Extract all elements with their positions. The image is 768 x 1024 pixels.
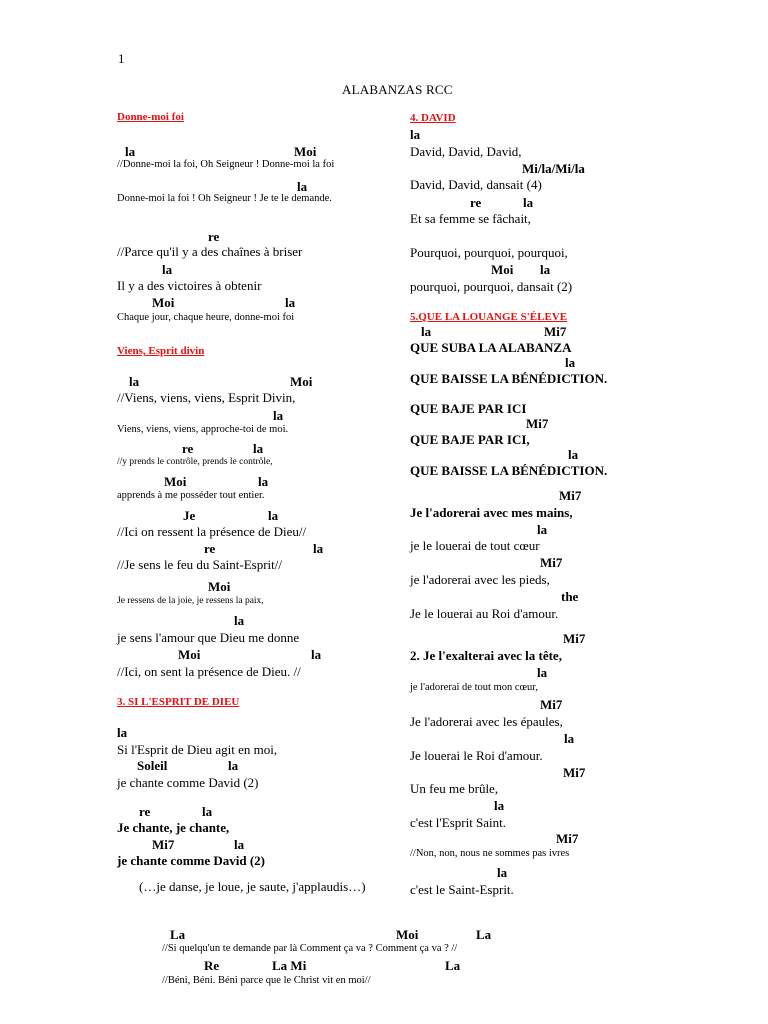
song-heading: 3. SI L'ESPRIT DE DIEU — [117, 696, 240, 708]
chord: Je — [183, 508, 196, 523]
lyric-line: Je louerai le Roi d'amour. — [410, 748, 543, 763]
chord: la — [258, 474, 269, 489]
lyric-line: QUE BAJE PAR ICI — [410, 401, 527, 416]
chord: Moi — [491, 262, 514, 277]
lyric-line: Chaque jour, chaque heure, donne-moi foi — [117, 312, 295, 323]
lyric-line: c'est l'Esprit Saint. — [410, 815, 507, 830]
chord: la — [202, 804, 213, 819]
chord: Mi7 — [544, 324, 567, 339]
chord: Mi7 — [559, 488, 582, 503]
chord: la — [268, 508, 279, 523]
chord: la — [125, 144, 136, 159]
chord: Moi — [396, 927, 419, 942]
chord: la — [162, 262, 173, 277]
lyric-line: //Béni, Béni. Béni parce que le Christ vit en moi// — [162, 975, 371, 986]
lyric-line: Je le louerai au Roi d'amour. — [410, 606, 559, 621]
lyric-line: je le louerai de tout cœur — [410, 538, 540, 553]
lyric-line: //Ici on ressent la présence de Dieu// — [117, 524, 307, 539]
chord: la — [129, 374, 140, 389]
chord: La — [170, 927, 186, 942]
chord: Moi — [208, 579, 231, 594]
lyric-line: je l'adorerai de tout mon cœur, — [410, 682, 539, 693]
chord: Moi — [164, 474, 187, 489]
lyric-line: je l'adorerai avec les pieds, — [410, 572, 550, 587]
lyric-line: //Parce qu'il y a des chaînes à briser — [117, 244, 303, 259]
lyric-line: David, David, David, — [410, 144, 522, 159]
chord: la — [234, 837, 245, 852]
lyric-line: pourquoi, pourquoi, dansait (2) — [410, 279, 573, 294]
chord: la — [421, 324, 432, 339]
lyric-line: //Donne-moi la foi, Oh Seigneur ! Donne-moi la foi — [117, 159, 335, 170]
chord: Mi7 — [526, 416, 549, 431]
chord: la — [540, 262, 551, 277]
lyric-line: Je ressens de la joie, je ressens la paix, — [117, 596, 264, 606]
lyric-line: je chante comme David (2) — [117, 775, 259, 790]
chord: Moi — [290, 374, 313, 389]
lyric-line: Si l'Esprit de Dieu agit en moi, — [117, 742, 278, 757]
lyric-line: (…je danse, je loue, je saute, j'applaudis…) — [139, 879, 366, 894]
chord: la — [410, 127, 421, 142]
lyric-line: //Non, non, nous ne sommes pas ivres — [410, 848, 570, 859]
lyric-line: QUE BAJE PAR ICI, — [410, 432, 530, 447]
chord: Re — [204, 958, 220, 973]
chord: la — [537, 522, 548, 537]
chord: la — [494, 798, 505, 813]
chord: la — [228, 758, 239, 773]
song-heading: Donne-moi foi — [117, 111, 184, 123]
chord: Mi7 — [540, 555, 563, 570]
chord: la — [313, 541, 324, 556]
chord: re — [470, 195, 482, 210]
lyric-line: David, David, dansait (4) — [410, 177, 542, 192]
chord: Mi7 — [563, 765, 586, 780]
chord: la — [523, 195, 534, 210]
chord: la — [497, 865, 508, 880]
chord: re — [139, 804, 151, 819]
lyric-line: 2. Je l'exalterai avec la tête, — [410, 648, 562, 663]
chord: la — [117, 725, 128, 740]
chord: La — [476, 927, 492, 942]
lyric-line: QUE BAISSE LA BÉNÉDICTION. — [410, 371, 608, 386]
lyric-line: Viens, viens, viens, approche-toi de moi. — [117, 424, 289, 435]
lyric-line: //Je sens le feu du Saint-Esprit// — [117, 557, 283, 572]
chord: re — [204, 541, 216, 556]
chord: La — [445, 958, 461, 973]
lyric-line: QUE BAISSE LA BÉNÉDICTION. — [410, 463, 608, 478]
song-heading: 5.QUE LA LOUANGE S'ÉLEVE — [410, 311, 568, 323]
chord: Mi7 — [540, 697, 563, 712]
lyric-line: je chante comme David (2) — [117, 853, 266, 868]
lyric-line: Je l'adorerai avec mes mains, — [410, 505, 573, 520]
chord: la — [311, 647, 322, 662]
lyric-line: Donne-moi la foi ! Oh Seigneur ! Je te le demande. — [117, 193, 332, 204]
page-title: ALABANZAS RCC — [342, 82, 453, 97]
lyric-line: je sens l'amour que Dieu me donne — [117, 630, 300, 645]
lyric-line: Je chante, je chante, — [117, 820, 230, 835]
chord: re — [208, 229, 220, 244]
lyric-line: Pourquoi, pourquoi, pourquoi, — [410, 245, 568, 260]
chord: Moi — [152, 295, 175, 310]
chord: la — [234, 613, 245, 628]
chord: La Mi — [272, 958, 307, 973]
lyric-line: QUE SUBA LA ALABANZA — [410, 340, 572, 355]
lyric-line: c'est le Saint-Esprit. — [410, 882, 514, 897]
lyric-line: //y prends le contrôle, prends le contrôle, — [117, 457, 273, 467]
chord: la — [297, 179, 308, 194]
chord: la — [253, 441, 264, 456]
lyric-line: //Si quelqu'un te demande par là Comment ça va ? Comment ça va ? // — [162, 943, 458, 954]
lyric-line: //Viens, viens, viens, Esprit Divin, — [117, 390, 296, 405]
chord: la — [273, 408, 284, 423]
lyric-line: Un feu me brûle, — [410, 781, 499, 796]
chord: la — [537, 665, 548, 680]
chord: Mi/la/Mi/la — [522, 161, 585, 176]
chord: re — [182, 441, 194, 456]
chord: Mi7 — [152, 837, 175, 852]
chord: la — [565, 355, 576, 370]
lyric-line: Et sa femme se fâchait, — [410, 211, 531, 226]
chord: la — [564, 731, 575, 746]
lyric-line: //Ici, on sent la présence de Dieu. // — [117, 664, 301, 679]
lyric-line: Je l'adorerai avec les épaules, — [410, 714, 563, 729]
lyric-line: apprends à me posséder tout entier. — [117, 490, 265, 501]
lyric-line: Il y a des victoires à obtenir — [117, 278, 262, 293]
chord: Moi — [294, 144, 317, 159]
song-heading: Viens, Esprit divin — [117, 345, 205, 357]
page-number: 1 — [118, 51, 125, 66]
chord: la — [568, 447, 579, 462]
chord: Mi7 — [563, 631, 586, 646]
chord: Mi7 — [556, 831, 579, 846]
chord: Moi — [178, 647, 201, 662]
chord: Soleil — [137, 758, 168, 773]
chord: the — [561, 589, 579, 604]
chord: la — [285, 295, 296, 310]
song-heading: 4. DAVID — [410, 112, 456, 124]
